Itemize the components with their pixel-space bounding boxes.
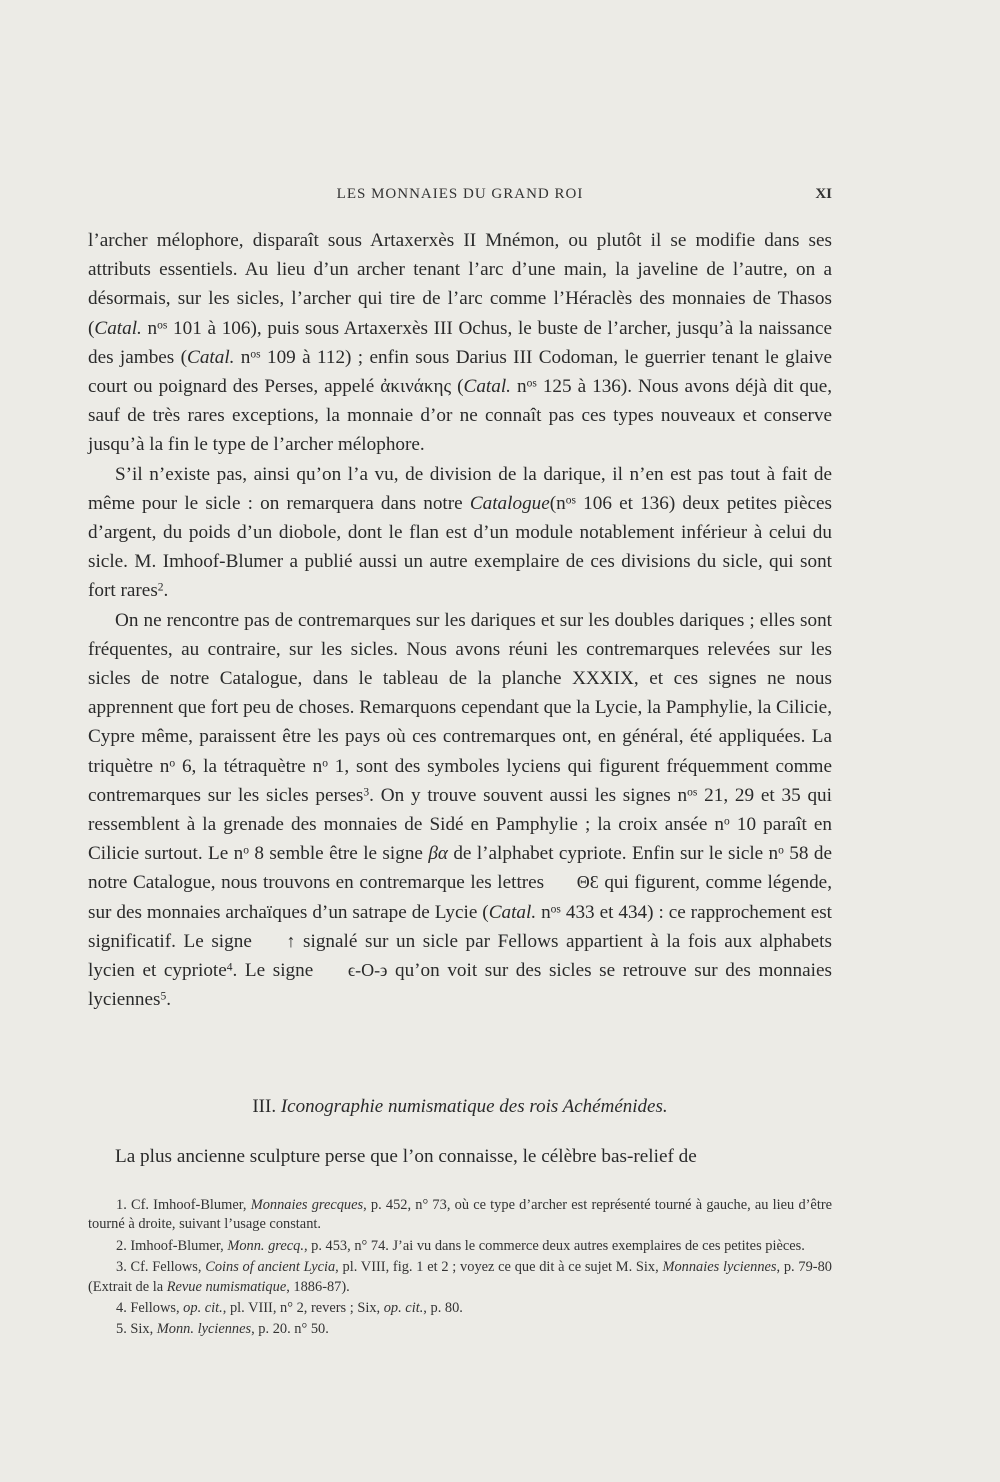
page-number: XI [815,186,832,202]
superscript: os [526,377,537,390]
text-run: , 1886-87). [286,1278,350,1295]
superscript: o [778,844,784,857]
paragraph-1 [88,226,832,460]
italic-text: Monnaies grecques [250,1197,364,1213]
superscript: os [250,348,261,361]
text-run: n [141,317,158,339]
text-run: , pl. VIII, fig. 1 et 2 ; voyez ce que dit à ce sujet M. Six, [335,1259,663,1276]
italic-text: op. cit. [383,1300,424,1317]
italic-text: Catalogue [469,492,550,514]
superscript: 3 [363,786,370,799]
section-heading [88,1094,832,1120]
text-run: 58 de notre Catalogue, nous trouvons en contremarque les lettres [88,843,832,894]
text-run: On ne rencontre pas de contremarques sur les dariques et sur les doubles dariques ; elles sont fréquentes, au contraire, sur les sicles. Nous avons réuni les contremarques relevées sur les sicles de notre Catalogue, dans le tableau de la planche XXXIX, et ces signes ne nous apprennent que fort peu de choses. Remarquons cependant que la Lycie, la Pamphylie, la Cilicie, Cypre même, paraissent être les pays où ces contremarques ont, en général, été appliquées. La triquètre n [88,609,832,777]
text-run: 6, la tétraquètre n [175,755,323,777]
text-run: 1. Cf. Imhoof-Blumer, [116,1197,251,1213]
text-run: . Le signe [232,960,321,982]
text-run: l’archer mélophore, disparaît sous Artaxerxès II Mnémon, ou plutôt il se modifie dans ses attributs essentiels. Au lieu d’un archer tenant l’arc d’une main, la javeline de l’autre, on a désormais, sur les sicles, l’archer qui tire de l’arc comme l’Héraclès des monnaies de Thasos ( [88,230,832,339]
text-run: . On y trouve souvent aussi les signes n [369,784,688,806]
superscript: o [322,756,328,769]
body-text [88,226,832,1014]
text-run: , p. 79-80 (Extrait de la [88,1259,832,1295]
superscript: 4 [226,961,233,974]
superscript: o [243,844,249,857]
superscript: 5 [160,990,167,1003]
italic-text: Monn. grecq. [227,1237,304,1254]
superscript: os [157,318,168,331]
text-run: , pl. VIII, n° 2, revers ; Six, [222,1300,384,1317]
superscript: os [687,786,698,799]
text-run: qu’on voit sur des sicles se retrouve sur des monnaies lyciennes [88,960,832,1011]
section-number: III. [252,1096,277,1117]
paragraph-3 [88,606,832,1015]
footnote-2 [88,1237,832,1256]
text-run: signalé sur un sicle par Fellows appartient à la fois aux alphabets lycien et cypriote [88,930,832,982]
paragraph-4: La plus ancienne sculpture perse que l’on connaisse, le célèbre bas-relief de [115,1146,697,1167]
text-run: 3. Cf. Fellows, [116,1259,206,1276]
text-run: , p. 80. [423,1300,463,1317]
text-run: 2. Imhoof-Blumer, [116,1237,228,1254]
text-run: . [166,989,172,1011]
text-run: de l’alphabet cypriote. Enfin sur le sicle n [447,843,779,865]
italic-text: Catal. [488,901,537,923]
italic-text: Catal. [94,317,142,339]
text-run: 106 et 136) deux petites pièces d’argent, du poids d’un diobole, dont le flan est d’un module notablement inférieur à celui du sicle. M. Imhoof-Blumer a publié aussi un autre exemplaire de ces divisions du sicle, qui sont fort rares [88,492,833,602]
text-run: n [536,901,551,923]
footnote-1 [88,1196,832,1235]
footnotes [88,1196,832,1342]
italic-text: Coins of ancient Lycia [205,1259,336,1276]
superscript: os [565,494,577,507]
running-head-title: LES MONNAIES DU GRAND ROI [336,186,584,202]
text-run: . [163,580,169,602]
italic-text: βα [428,843,448,865]
text-run: , p. 453, n° 74. J’ai vu dans le commerce deux autres exemplaires de ces petites pièces. [303,1237,805,1254]
italic-text: Catal. [463,376,511,398]
text-run: 21, 29 et 35 qui ressemblent à la grenade des monnaies de Sidé en Pamphylie ; la croix ansée n [88,784,832,836]
text-run: n [234,346,251,368]
italic-text: Monn. lyciennes [156,1321,252,1338]
text-run: n [510,376,527,398]
italic-text: Catal. [187,346,235,368]
superscript: os [550,902,561,915]
text-run: qui figurent, comme légende, sur des monnaies archaïques d’un satrape de Lycie ( [88,872,832,923]
footnote-5 [88,1320,832,1339]
superscript: 2 [157,581,164,594]
text-run: 433 et 434) : ce rapprochement est significatif. Le signe [88,901,833,952]
superscript: o [169,756,176,769]
text-run: 5. Six, [116,1321,157,1338]
superscript: o [724,815,730,828]
text-run: , p. 20. n° 50. [251,1321,329,1338]
text-run: (n [549,492,566,514]
footnote-4 [88,1299,832,1318]
text-run: 10 paraît en Cilicie surtout. Le n [88,814,832,865]
text-run: 1, sont des symboles lyciens qui figurent fréquemment comme contremarques sur les sicles perses [88,755,832,806]
text-run: S’il n’existe pas, ainsi qu’on l’a vu, de division de la darique, il n’en est pas tout à fait de même pour le sicle : on remarquera dans notre [88,463,832,514]
epigraphic-sign: ΘƐ [576,872,599,893]
section-title-text: Iconographie numismatique des rois Achéménides. [280,1096,668,1117]
text-run: 101 à 106), puis sous Artaxerxès III Ochus, le buste de l’archer, jusqu’à la naissance des jambes ( [88,317,832,368]
italic-text: op. cit. [183,1300,223,1317]
footnote-3 [88,1258,832,1297]
italic-text: Monnaies lyciennes [662,1259,777,1276]
text-run: 8 semble être le signe [248,843,429,865]
epigraphic-sign: ↑ [286,930,296,951]
text-run: 109 à 112) ; enfin sous Darius III Codoman, le guerrier tenant le glaive court ou poignard des Perses, appelé ἀκινάκης ( [88,346,833,398]
italic-text: Revue numismatique [166,1278,287,1295]
paragraph-2 [88,460,832,606]
text-run: 4. Fellows, [116,1300,184,1317]
text-run: , p. 452, n° 73, où ce type d’archer est représenté tourné à gauche, au lieu d’être tourné à droite, suivant l’usage constant. [88,1197,832,1233]
epigraphic-sign: ϵ-О-϶ [347,960,388,981]
text-run: 125 à 136). Nous avons déjà dit que, sauf de très rares exceptions, la monnaie d’or ne connaît pas ces types nouveaux et conserve jusqu’à la fin le type de l’archer mélophore. [88,376,833,456]
